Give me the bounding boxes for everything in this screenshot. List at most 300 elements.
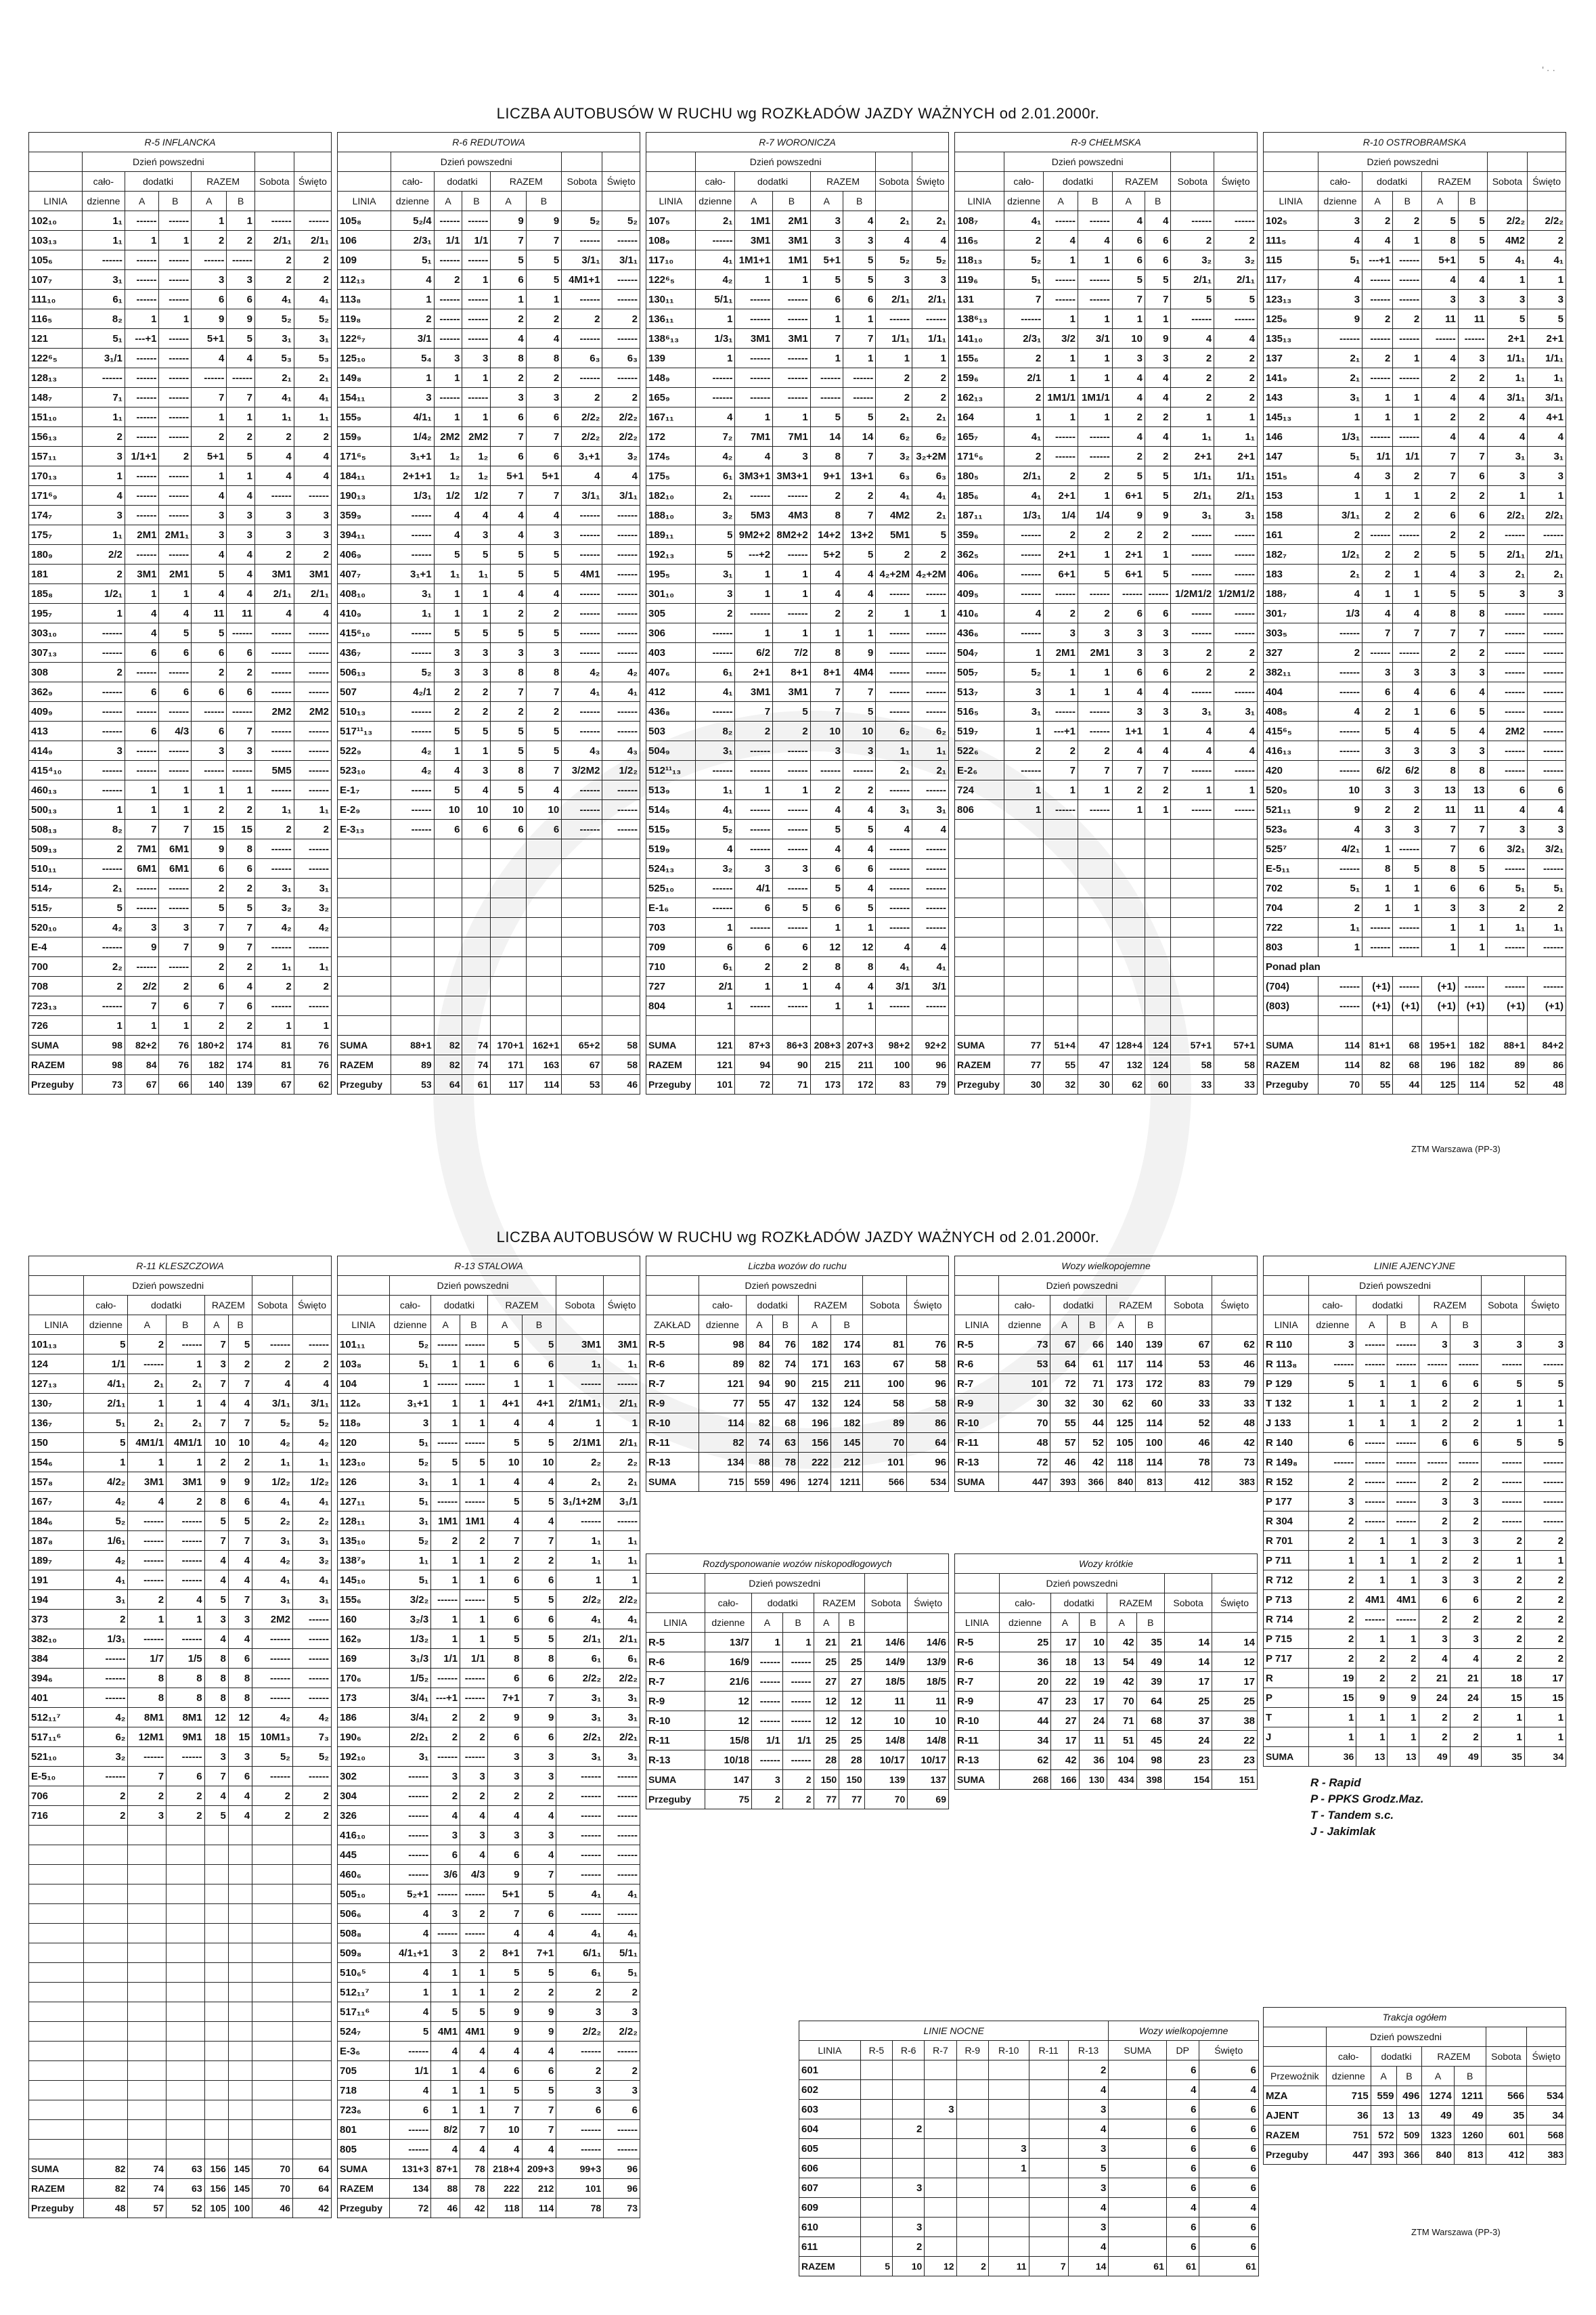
empty-cell bbox=[204, 2120, 228, 2140]
empty-cell bbox=[1004, 977, 1043, 996]
table-cell: 4 bbox=[204, 1394, 228, 1413]
line-number: 710 bbox=[646, 957, 696, 977]
table-cell: ------ bbox=[810, 761, 843, 780]
header-sub: B bbox=[1454, 2067, 1486, 2086]
table-cell: 4₁ bbox=[604, 1610, 640, 1629]
empty-cell bbox=[167, 2140, 205, 2159]
header-sobota: Sobota bbox=[556, 1296, 604, 1315]
table-cell: ------ bbox=[1528, 938, 1566, 957]
table-cell: 4 bbox=[460, 2140, 488, 2159]
table-cell: 9M2+2 bbox=[735, 525, 773, 545]
table-cell: ------ bbox=[1450, 1453, 1481, 1472]
night-row bbox=[799, 2237, 1259, 2257]
table-cell: ------ bbox=[159, 741, 192, 761]
table-cell: ------ bbox=[556, 1845, 604, 1865]
table-cell: 74 bbox=[128, 2179, 167, 2199]
table-cell: 6+1 bbox=[1112, 565, 1145, 584]
table-cell: 509 bbox=[1396, 2125, 1422, 2145]
table-cell: 82 bbox=[747, 1413, 772, 1433]
table-cell: 105 bbox=[1106, 1433, 1135, 1453]
table-cell: 4 bbox=[1487, 800, 1528, 820]
table-row bbox=[29, 938, 332, 957]
table-cell: ------ bbox=[1171, 309, 1214, 329]
table-cell: 751 bbox=[1326, 2125, 1371, 2145]
table-cell: 3/4₁ bbox=[389, 1688, 430, 1708]
table-row bbox=[338, 1943, 640, 1963]
line-number: R 113₈ bbox=[1264, 1354, 1309, 1374]
table-cell: 7 bbox=[204, 1767, 228, 1786]
table-cell: 3 bbox=[192, 741, 227, 761]
table-cell: 5+1 bbox=[192, 447, 227, 466]
table-cell: ------ bbox=[604, 1845, 640, 1865]
table-row bbox=[29, 977, 332, 996]
empty-cell bbox=[1112, 879, 1145, 898]
table-row bbox=[1264, 290, 1566, 309]
table-cell: 4 bbox=[1422, 349, 1459, 368]
empty-cell bbox=[84, 2140, 128, 2159]
table-cell: 1 bbox=[1458, 918, 1487, 938]
night-cell bbox=[988, 2080, 1029, 2100]
table-cell: ------ bbox=[125, 486, 159, 506]
table-cell: 5₁ bbox=[389, 1570, 430, 1590]
empty-cell bbox=[128, 1845, 167, 1865]
table-cell: 7M1 bbox=[125, 839, 159, 859]
table-cell: 1 bbox=[773, 270, 811, 290]
table-cell: ------ bbox=[82, 623, 125, 643]
empty-cell bbox=[1044, 820, 1078, 839]
table-cell: ------ bbox=[782, 1672, 814, 1692]
table-cell: 9 bbox=[522, 2002, 556, 2022]
line-number: R-6 bbox=[646, 1354, 699, 1374]
table-row bbox=[1264, 898, 1566, 918]
empty-cell bbox=[462, 977, 491, 996]
table-cell: 534 bbox=[1527, 2086, 1566, 2106]
table-cell: ------ bbox=[82, 859, 125, 879]
table-cell: 3 bbox=[1112, 643, 1145, 663]
header-blank bbox=[646, 1296, 699, 1315]
header-blank bbox=[604, 1276, 640, 1296]
table-cell: 3 bbox=[491, 643, 526, 663]
table-cell: 5 bbox=[843, 545, 875, 565]
table-cell: 2 bbox=[1362, 349, 1393, 368]
table-cell: 5 bbox=[696, 525, 735, 545]
table-row bbox=[955, 427, 1258, 447]
night-cell bbox=[860, 2080, 892, 2100]
night-cell: 6 bbox=[1199, 2159, 1258, 2178]
table-cell: 2 bbox=[294, 427, 331, 447]
table-row bbox=[29, 231, 332, 250]
table-cell: 1260 bbox=[1454, 2125, 1486, 2145]
table-cell: 66 bbox=[159, 1075, 192, 1095]
table-cell: 1M1 bbox=[460, 1512, 488, 1531]
table-cell: 1 bbox=[1145, 800, 1171, 820]
table-cell: ------ bbox=[735, 761, 773, 780]
header-sub: A bbox=[1050, 1315, 1078, 1335]
table-cell: 6 bbox=[1145, 250, 1171, 270]
table-cell: 1/1 bbox=[84, 1354, 128, 1374]
table-cell: 5₂ bbox=[252, 1747, 293, 1767]
empty-cell bbox=[391, 996, 434, 1016]
table-cell: 76 bbox=[294, 1036, 331, 1055]
table-cell: ------ bbox=[1481, 1492, 1524, 1512]
table-row bbox=[646, 820, 949, 839]
table-cell: 4 bbox=[1171, 741, 1214, 761]
table-cell: 2 bbox=[128, 1335, 167, 1354]
table-cell: 74 bbox=[462, 1055, 491, 1075]
table-row bbox=[29, 741, 332, 761]
summary-block bbox=[646, 1256, 949, 1492]
table-cell: 5₂ bbox=[391, 663, 434, 682]
table-cell: 5 bbox=[1078, 565, 1112, 584]
table-cell: 82 bbox=[434, 1055, 462, 1075]
night-cell: 4 bbox=[1199, 2080, 1258, 2100]
table-cell: 2 bbox=[1044, 525, 1078, 545]
table-cell: 2 bbox=[294, 977, 331, 996]
empty-cell bbox=[391, 859, 434, 879]
table-cell: 2 bbox=[843, 780, 875, 800]
table-cell: ------ bbox=[82, 938, 125, 957]
table-cell: 1/1₁ bbox=[1528, 349, 1566, 368]
header-sub: B bbox=[772, 1315, 798, 1335]
header-sub bbox=[1165, 1315, 1212, 1335]
table-cell: 2₁ bbox=[556, 1472, 604, 1492]
table-row bbox=[29, 623, 332, 643]
header-sub: B bbox=[228, 1315, 252, 1335]
table-cell: 2 bbox=[227, 427, 255, 447]
header-calo: cało- bbox=[84, 1296, 128, 1315]
table-cell: 2 bbox=[912, 388, 949, 407]
table-cell: 10 bbox=[908, 1711, 949, 1731]
table-row bbox=[955, 329, 1258, 349]
table-cell: ------ bbox=[1481, 1354, 1524, 1374]
table-cell: 1₁ bbox=[254, 407, 294, 427]
table-cell: 1/5₂ bbox=[389, 1669, 430, 1688]
table-row bbox=[338, 466, 640, 486]
table-cell: 8 bbox=[1422, 604, 1459, 623]
table-cell: 72 bbox=[735, 1075, 773, 1095]
header-blank bbox=[292, 1276, 331, 1296]
table-cell: 2 bbox=[1450, 1708, 1481, 1727]
table-row bbox=[338, 231, 640, 250]
table-cell: 128+4 bbox=[1112, 1036, 1145, 1055]
table-cell: 42 bbox=[1051, 1750, 1079, 1770]
table-cell: 78 bbox=[556, 2199, 604, 2218]
line-number: P 129 bbox=[1264, 1374, 1309, 1394]
table-cell: 73 bbox=[1212, 1453, 1258, 1472]
table-cell: 11 bbox=[1458, 309, 1487, 329]
table-cell: ------ bbox=[125, 761, 159, 780]
table-cell: 1 bbox=[431, 1472, 460, 1492]
line-number: 171⁶₆ bbox=[955, 447, 1004, 466]
table-cell: 3₁ bbox=[254, 329, 294, 349]
table-cell: 4 bbox=[491, 584, 526, 604]
table-row bbox=[29, 329, 332, 349]
table-cell: ------ bbox=[876, 898, 912, 918]
table-cell: 98 bbox=[699, 1335, 747, 1354]
table-row bbox=[29, 584, 332, 604]
table-cell: 2 bbox=[522, 1551, 556, 1570]
empty-cell bbox=[526, 1016, 561, 1036]
header-blank bbox=[646, 152, 696, 172]
table-cell: 1 bbox=[1044, 368, 1078, 388]
empty-cell bbox=[1078, 859, 1112, 879]
table-row bbox=[646, 545, 949, 565]
table-cell: ---+1 bbox=[431, 1688, 460, 1708]
table-cell: 1 bbox=[876, 604, 912, 623]
table-cell: 1/2M1/2 bbox=[1214, 584, 1258, 604]
line-number: 362₅ bbox=[955, 545, 1004, 565]
line-number: 716 bbox=[29, 1806, 84, 1826]
table-cell: 4₂ bbox=[84, 1708, 128, 1727]
legend-item: R - Rapid bbox=[1310, 1776, 1361, 1789]
table-cell: 86 bbox=[907, 1413, 949, 1433]
line-number: SUMA bbox=[29, 1036, 83, 1055]
line-number: R-9 bbox=[646, 1692, 705, 1711]
table-row bbox=[338, 2002, 640, 2022]
empty-cell bbox=[84, 1963, 128, 1983]
table-cell: 1 bbox=[1362, 584, 1393, 604]
table-cell: 4 bbox=[876, 820, 912, 839]
table-cell: 6 bbox=[810, 859, 843, 879]
table-row bbox=[955, 250, 1258, 270]
table-cell: 49 bbox=[1450, 1747, 1481, 1767]
line-number: 509₁₃ bbox=[29, 839, 83, 859]
table-cell: 2 bbox=[254, 427, 294, 447]
table-cell: 145 bbox=[228, 2179, 252, 2199]
table-cell: 3 bbox=[522, 1767, 556, 1786]
empty-cell bbox=[29, 1884, 84, 1904]
line-number: 700 bbox=[29, 957, 83, 977]
table-cell: 118 bbox=[1106, 1453, 1135, 1472]
table-cell: ------ bbox=[1078, 270, 1112, 290]
table-cell: 3 bbox=[460, 1826, 488, 1845]
empty-cell bbox=[955, 1016, 1004, 1036]
empty-cell bbox=[955, 996, 1004, 1016]
header-sobota: Sobota bbox=[1165, 1296, 1212, 1315]
table-cell: ------ bbox=[82, 643, 125, 663]
table-cell: 114 bbox=[1136, 1413, 1165, 1433]
table-row bbox=[29, 250, 332, 270]
table-cell: 7 bbox=[1422, 839, 1459, 859]
table-cell: 4 bbox=[1419, 1649, 1450, 1669]
table-cell: 25 bbox=[839, 1652, 865, 1672]
table-cell: 76 bbox=[159, 1055, 192, 1075]
table-cell: 1 bbox=[128, 1453, 167, 1472]
table-cell: 2+1 bbox=[1171, 447, 1214, 466]
table-cell: 13 bbox=[1371, 2106, 1396, 2125]
table-cell: 70 bbox=[252, 2159, 293, 2179]
line-number: 111₅ bbox=[1264, 231, 1318, 250]
table-cell: 4 bbox=[1422, 270, 1459, 290]
table-cell: 1 bbox=[556, 1413, 604, 1433]
table-cell: 4 bbox=[1362, 604, 1393, 623]
table-cell: ------ bbox=[294, 486, 331, 506]
table-cell: 46 bbox=[1212, 1354, 1258, 1374]
empty-cell bbox=[1078, 957, 1112, 977]
table-cell: 10/17 bbox=[908, 1750, 949, 1770]
empty-cell bbox=[204, 1943, 228, 1963]
table-cell: 14/6 bbox=[864, 1633, 908, 1652]
table-cell: 74 bbox=[128, 2159, 167, 2179]
table-cell: 1 bbox=[227, 466, 255, 486]
table-row bbox=[338, 780, 640, 800]
table-cell: 534 bbox=[907, 1472, 949, 1492]
table-row bbox=[338, 1924, 640, 1943]
table-cell: 4 bbox=[602, 466, 640, 486]
night-cell: 3 bbox=[988, 2139, 1029, 2159]
table-cell: ------ bbox=[1481, 1512, 1524, 1531]
trakcja-block bbox=[1263, 2007, 1566, 2165]
line-number: 513₉ bbox=[646, 780, 696, 800]
empty-cell bbox=[602, 977, 640, 996]
header-razem: RAZEM bbox=[1112, 172, 1171, 192]
empty-cell bbox=[955, 957, 1004, 977]
table-cell: 393 bbox=[1371, 2145, 1396, 2165]
table-cell: 2 bbox=[1524, 1610, 1566, 1629]
table-cell: ------ bbox=[773, 918, 811, 938]
table-cell: 7 bbox=[843, 447, 875, 466]
header-blank bbox=[1264, 172, 1318, 192]
empty-cell bbox=[228, 2120, 252, 2140]
empty-row bbox=[338, 859, 640, 879]
table-cell: 9 bbox=[228, 1472, 252, 1492]
empty-cell bbox=[1145, 879, 1171, 898]
table-cell: ------ bbox=[1487, 663, 1528, 682]
night-cell: 4 bbox=[1068, 2237, 1109, 2257]
table-cell: 1₁ bbox=[254, 800, 294, 820]
header-blank bbox=[1212, 1574, 1258, 1593]
table-cell: 134 bbox=[389, 2179, 430, 2199]
table-cell: 4₁ bbox=[696, 682, 735, 702]
table-cell: 73 bbox=[999, 1335, 1050, 1354]
table-cell: 2 bbox=[1318, 898, 1362, 918]
table-cell: 11 bbox=[227, 604, 255, 623]
header-calo: cało- bbox=[699, 1296, 747, 1315]
table-cell: ------ bbox=[876, 918, 912, 938]
table-cell: 3 bbox=[1362, 780, 1393, 800]
table-cell: 5 bbox=[159, 623, 192, 643]
header-sobota: Sobota bbox=[1487, 172, 1528, 192]
empty-cell bbox=[1171, 977, 1214, 996]
table-cell: 2 bbox=[1419, 1512, 1450, 1531]
table-cell: 2 bbox=[84, 1806, 128, 1826]
table-cell: 174 bbox=[227, 1055, 255, 1075]
header-dzien-powszedni: Dzień powszedni bbox=[705, 1574, 864, 1593]
table-cell: 88+1 bbox=[1487, 1036, 1528, 1055]
table-cell: 4 bbox=[204, 1629, 228, 1649]
line-number: 505₁₀ bbox=[338, 1884, 390, 1904]
table-cell: ------ bbox=[125, 545, 159, 565]
table-cell: 7 bbox=[1422, 447, 1459, 466]
table-cell: 174 bbox=[831, 1335, 863, 1354]
table-cell: ------ bbox=[1487, 623, 1528, 643]
table-row bbox=[955, 565, 1258, 584]
line-number: 406₉ bbox=[338, 545, 391, 565]
table-cell: 3 bbox=[434, 643, 462, 663]
summary-row bbox=[1264, 1374, 1566, 1394]
table-cell: ------ bbox=[462, 329, 491, 349]
table-cell: 218+4 bbox=[487, 2159, 522, 2179]
line-number: 180₅ bbox=[955, 466, 1004, 486]
table-cell: ------ bbox=[876, 996, 912, 1016]
empty-cell bbox=[167, 2120, 205, 2140]
table-cell: 6 bbox=[159, 996, 192, 1016]
table-cell: 2 bbox=[192, 663, 227, 682]
table-cell: 8 bbox=[128, 1688, 167, 1708]
table-cell: 6 bbox=[522, 2061, 556, 2081]
table-cell: 1 bbox=[1388, 1531, 1419, 1551]
table-cell: ------ bbox=[1524, 1453, 1566, 1472]
table-cell: 134 bbox=[699, 1453, 747, 1472]
table-cell: 4 bbox=[912, 231, 949, 250]
table-cell: 5 bbox=[1171, 290, 1214, 309]
table-cell: 2 bbox=[82, 427, 125, 447]
line-number: 525⁷ bbox=[1264, 839, 1318, 859]
table-cell: 6₁ bbox=[556, 1963, 604, 1983]
line-number: 708 bbox=[29, 977, 83, 996]
section-title: Wozy krótkie bbox=[955, 1554, 1258, 1574]
table-cell: 8 bbox=[491, 761, 526, 780]
empty-cell bbox=[391, 977, 434, 996]
night-cell bbox=[956, 2218, 988, 2237]
line-number: 709 bbox=[646, 938, 696, 957]
table-cell: ------ bbox=[735, 349, 773, 368]
table-row bbox=[29, 1016, 332, 1036]
summary-row bbox=[1264, 1433, 1566, 1453]
empty-cell bbox=[1078, 879, 1112, 898]
table-cell: ------ bbox=[460, 1688, 488, 1708]
table-cell: 2 bbox=[1481, 1610, 1524, 1629]
night-cell bbox=[1029, 2100, 1068, 2119]
table-cell: 1 bbox=[1044, 250, 1078, 270]
table-cell: 5 bbox=[526, 250, 561, 270]
empty-cell bbox=[252, 2022, 293, 2042]
table-cell: ------ bbox=[773, 820, 811, 839]
line-number: 445 bbox=[338, 1845, 390, 1865]
table-cell: 2 bbox=[227, 800, 255, 820]
table-cell: 3 bbox=[522, 1747, 556, 1767]
table-cell: 5 bbox=[522, 1629, 556, 1649]
table-row bbox=[646, 859, 949, 879]
table-cell: ------ bbox=[434, 290, 462, 309]
table-cell: 2 bbox=[1528, 231, 1566, 250]
night-cell bbox=[893, 2100, 925, 2119]
header-sub: A bbox=[1362, 192, 1393, 211]
empty-cell bbox=[1214, 879, 1258, 898]
table-cell: 7 bbox=[526, 427, 561, 447]
table-cell: 2 bbox=[1419, 1708, 1450, 1727]
header-blank bbox=[1212, 1276, 1258, 1296]
table-cell: 1 bbox=[1309, 1413, 1356, 1433]
table-cell: ------ bbox=[1004, 584, 1043, 604]
table-cell: 4 bbox=[522, 2140, 556, 2159]
line-number: RAZEM bbox=[29, 1055, 83, 1075]
table-cell: 8 bbox=[487, 1649, 522, 1669]
table-row bbox=[338, 525, 640, 545]
table-cell: 3 bbox=[294, 525, 331, 545]
table-cell: 4 bbox=[876, 231, 912, 250]
header-blank bbox=[29, 1276, 84, 1296]
table-cell: 447 bbox=[999, 1472, 1050, 1492]
table-cell: 2M1 bbox=[159, 565, 192, 584]
header-sub: dzienne bbox=[999, 1315, 1050, 1335]
table-cell: 14/9 bbox=[864, 1652, 908, 1672]
table-cell: 5+1 bbox=[1422, 250, 1459, 270]
table-cell: 2 bbox=[1362, 309, 1393, 329]
header-blank bbox=[1214, 152, 1258, 172]
table-cell: 5 bbox=[1481, 1374, 1524, 1394]
empty-cell bbox=[1171, 820, 1214, 839]
